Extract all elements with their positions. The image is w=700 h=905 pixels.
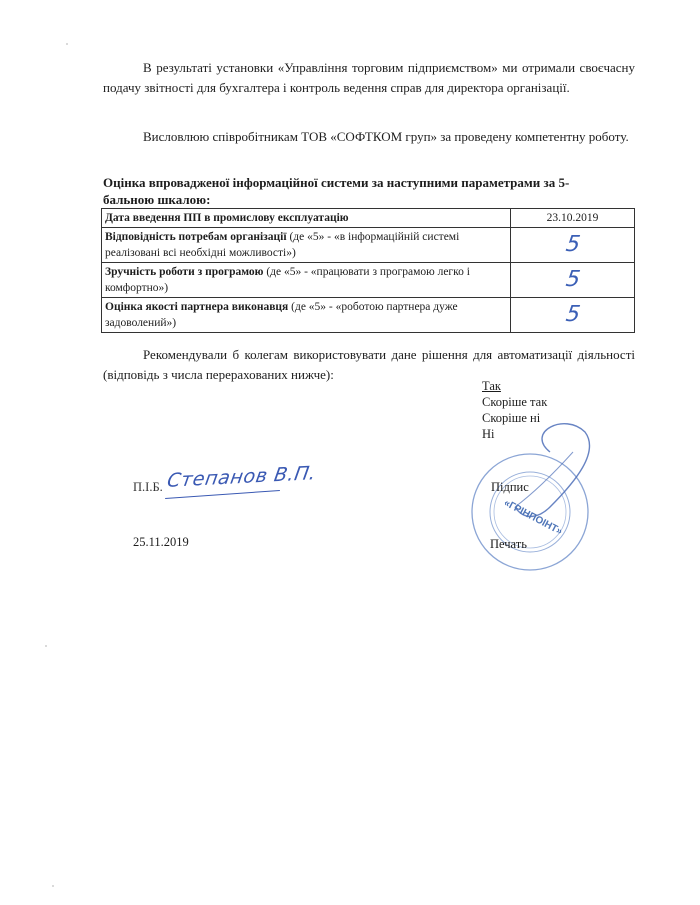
rating-heading: Оцінка впровадженої інформаційної системи за наступними параметрами за 5-бальною шкалою:: [103, 175, 570, 207]
document-date: 25.11.2019: [133, 535, 189, 549]
paragraph-recommend: Рекомендували б колегам використовувати дане рішення для автоматизації діяльності (відповідь з числа перерахованих нижче):: [103, 347, 635, 382]
criterion-name: Оцінка якості партнера виконавця: [105, 301, 289, 313]
criterion-description: (де «5» - «працювати з програмою легко і комфортно»): [105, 266, 470, 294]
table-cell-score: [511, 263, 635, 298]
table-cell-score: [511, 298, 635, 333]
signature-label: Підпис: [491, 480, 529, 494]
handwritten-score: 5: [563, 266, 582, 292]
handwritten-score: 5: [563, 231, 582, 257]
table-cell-criterion: [102, 298, 511, 333]
table-cell-date: 23.10.2019: [511, 209, 635, 228]
option-rather-yes: Скоріше так: [482, 395, 548, 409]
criterion-name: Відповідність потребам організації: [105, 231, 287, 243]
scan-speck: [52, 885, 54, 887]
option-rather-no: Скоріше ні: [482, 411, 541, 425]
handwritten-score: 5: [563, 301, 582, 327]
rating-table: [101, 208, 635, 333]
table-cell-criterion: [102, 228, 511, 263]
seal-graphic: [455, 412, 605, 582]
criterion-description: (де «5» - «роботою партнера дуже задоволений»): [105, 301, 458, 329]
handwritten-name: Степанов В.П.: [165, 462, 318, 492]
table-cell-criterion: [102, 263, 511, 298]
criterion-name: Зручність роботи з програмою: [105, 266, 264, 278]
scan-speck: [45, 645, 47, 647]
table-row: [102, 263, 635, 298]
option-yes: Так: [482, 379, 501, 393]
paragraph-results: В результаті установки «Управління торговим підприємством» ми отримали своєчасну подачу звітності для бухгалтера і контроль ведення справ для директора організації.: [103, 60, 635, 95]
signature-underline: [165, 490, 280, 499]
paragraph-thanks: Висловлюю співробітникам ТОВ «СОФТКОМ груп» за проведену компетентну роботу.: [143, 129, 629, 144]
seal-inner-text: «ГРІНПОІНТ»: [501, 497, 565, 538]
table-row-date: [102, 209, 635, 228]
pib-label: П.І.Б.: [133, 480, 163, 494]
table-row: [102, 298, 635, 333]
table-cell-label: Дата введення ПП в промислову експлуатацію: [102, 209, 511, 228]
criterion-description: (де «5» - «в інформаційній системі реалізовані всі необхідні можливості»): [105, 231, 460, 259]
table-row: [102, 228, 635, 263]
table-cell-score: [511, 228, 635, 263]
company-seal: [455, 412, 605, 582]
scan-speck: [66, 43, 68, 45]
option-no: Ні: [482, 427, 495, 441]
seal-label: Печать: [490, 537, 527, 551]
